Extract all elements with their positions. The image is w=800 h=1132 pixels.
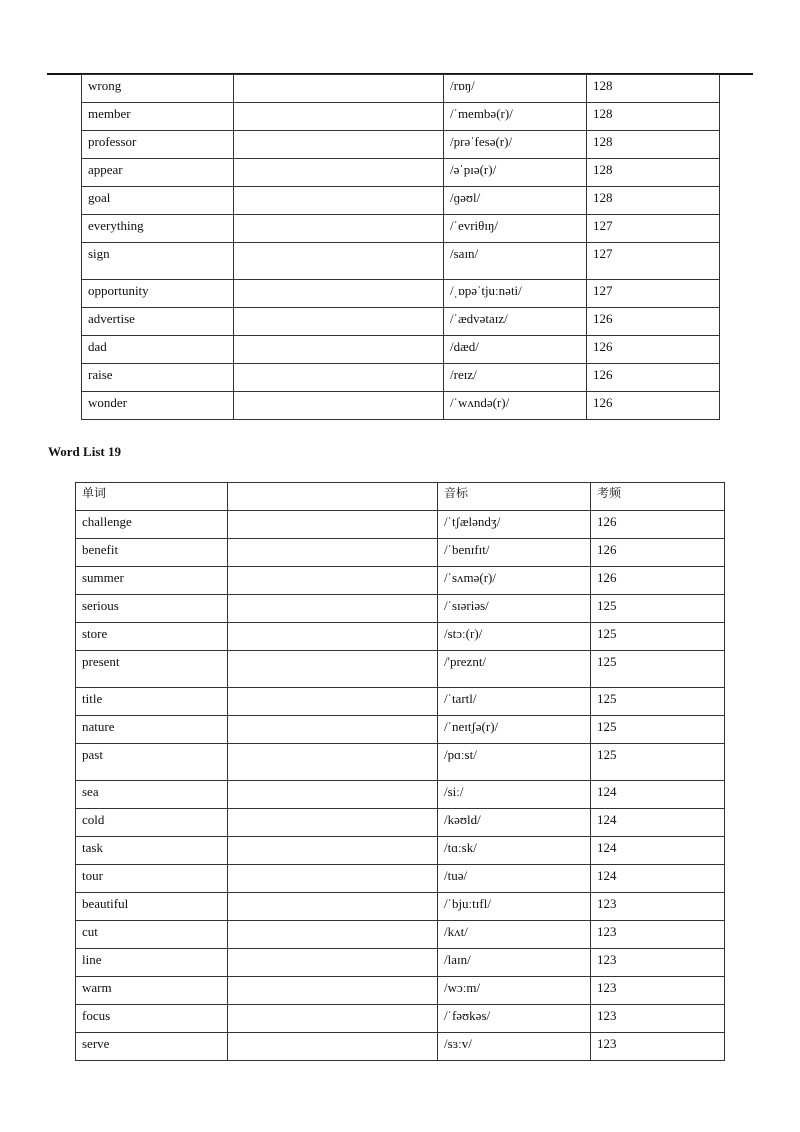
- meaning-cell: [228, 595, 438, 623]
- word-cell: serious: [76, 595, 228, 623]
- word-cell: beautiful: [76, 893, 228, 921]
- phonetic-cell: /ˈmembə(r)/: [444, 103, 587, 131]
- frequency-cell: 128: [587, 159, 720, 187]
- word-cell: cold: [76, 809, 228, 837]
- word-cell: warm: [76, 977, 228, 1005]
- word-cell: summer: [76, 567, 228, 595]
- frequency-cell: 124: [591, 837, 725, 865]
- table-row: [76, 539, 725, 567]
- phonetic-cell: /rɒŋ/: [444, 75, 587, 103]
- word-cell: benefit: [76, 539, 228, 567]
- table-row: [76, 893, 725, 921]
- word-cell: serve: [76, 1033, 228, 1061]
- meaning-cell: [228, 651, 438, 688]
- word-cell: raise: [82, 364, 234, 392]
- phonetic-cell: /ˈtartl/: [438, 688, 591, 716]
- frequency-cell: 126: [591, 539, 725, 567]
- table-row: [76, 511, 725, 539]
- word-list-19-body: [76, 483, 725, 1061]
- phonetic-cell: /ˌɒpəˈtjuːnəti/: [444, 280, 587, 308]
- frequency-cell: 125: [591, 744, 725, 781]
- meaning-cell: [228, 623, 438, 651]
- meaning-cell: [228, 567, 438, 595]
- phonetic-cell: /ˈtʃæləndʒ/: [438, 511, 591, 539]
- frequency-cell: 124: [591, 809, 725, 837]
- frequency-cell: 125: [591, 623, 725, 651]
- phonetic-cell: /ˈneɪtʃə(r)/: [438, 716, 591, 744]
- word-cell: sea: [76, 781, 228, 809]
- meaning-cell: [228, 1033, 438, 1061]
- word-list-19-title: Word List 19: [48, 444, 121, 459]
- phonetic-cell: /ˈwʌndə(r)/: [444, 392, 587, 420]
- word-cell: wonder: [82, 392, 234, 420]
- meaning-cell: [234, 215, 444, 243]
- word-cell: advertise: [82, 308, 234, 336]
- word-cell: sign: [82, 243, 234, 280]
- phonetic-cell: /əˈpɪə(r)/: [444, 159, 587, 187]
- frequency-cell: 124: [591, 781, 725, 809]
- phonetic-cell: /ˈbjuːtɪfl/: [438, 893, 591, 921]
- frequency-cell: 128: [587, 131, 720, 159]
- frequency-cell: 127: [587, 243, 720, 280]
- word-cell: past: [76, 744, 228, 781]
- frequency-cell: 125: [591, 651, 725, 688]
- frequency-cell: 128: [587, 103, 720, 131]
- meaning-cell: [228, 716, 438, 744]
- meaning-cell: [234, 308, 444, 336]
- phonetic-cell: /pɑːst/: [438, 744, 591, 781]
- word-cell: dad: [82, 336, 234, 364]
- table-row: [76, 977, 725, 1005]
- meaning-cell: [234, 187, 444, 215]
- phonetic-cell: /dæd/: [444, 336, 587, 364]
- table-row: [76, 781, 725, 809]
- word-list-18-body: [82, 75, 720, 420]
- phonetic-cell: /saɪn/: [444, 243, 587, 280]
- meaning-cell: [234, 243, 444, 280]
- table-row: [76, 651, 725, 688]
- meaning-cell: [228, 865, 438, 893]
- meaning-cell: [234, 75, 444, 103]
- meaning-cell: [228, 977, 438, 1005]
- frequency-cell: 128: [587, 75, 720, 103]
- phonetic-cell: /tuə/: [438, 865, 591, 893]
- frequency-cell: 128: [587, 187, 720, 215]
- phonetic-cell: /ˈevriθɪŋ/: [444, 215, 587, 243]
- word-cell: task: [76, 837, 228, 865]
- frequency-cell: 123: [591, 921, 725, 949]
- phonetic-cell: /prəˈfesə(r)/: [444, 131, 587, 159]
- phonetic-cell: /siː/: [438, 781, 591, 809]
- table-row: [76, 623, 725, 651]
- meaning-cell: [228, 921, 438, 949]
- phonetic-cell: /'preznt/: [438, 651, 591, 688]
- frequency-cell: 124: [591, 865, 725, 893]
- meaning-cell: [228, 893, 438, 921]
- meaning-cell: [234, 131, 444, 159]
- table-row: [82, 243, 720, 280]
- table-row: [82, 75, 720, 103]
- word-cell: appear: [82, 159, 234, 187]
- table-row: [82, 215, 720, 243]
- phonetic-cell: /ˈfəʊkəs/: [438, 1005, 591, 1033]
- meaning-cell: [234, 336, 444, 364]
- table-row: [82, 131, 720, 159]
- phonetic-cell: /kʌt/: [438, 921, 591, 949]
- table-row: [76, 949, 725, 977]
- table-row: [76, 1033, 725, 1061]
- frequency-cell: 123: [591, 949, 725, 977]
- frequency-cell: 123: [591, 1033, 725, 1061]
- table-row: [76, 809, 725, 837]
- word-cell: focus: [76, 1005, 228, 1033]
- table-row: [82, 392, 720, 420]
- frequency-cell: 125: [591, 688, 725, 716]
- table-row: [82, 308, 720, 336]
- word-cell: member: [82, 103, 234, 131]
- word-cell: opportunity: [82, 280, 234, 308]
- table-row: [82, 159, 720, 187]
- word-cell: title: [76, 688, 228, 716]
- meaning-cell: [234, 103, 444, 131]
- meaning-cell: [234, 159, 444, 187]
- phonetic-cell: /reɪz/: [444, 364, 587, 392]
- meaning-cell: [234, 280, 444, 308]
- phonetic-cell: /ˈbenɪfɪt/: [438, 539, 591, 567]
- word-cell: cut: [76, 921, 228, 949]
- table-row: [82, 280, 720, 308]
- word-cell: professor: [82, 131, 234, 159]
- phonetic-cell: /ɡəʊl/: [444, 187, 587, 215]
- table-row: [76, 595, 725, 623]
- meaning-cell: [228, 837, 438, 865]
- meaning-cell: [228, 539, 438, 567]
- phonetic-cell: /wɔːm/: [438, 977, 591, 1005]
- phonetic-cell: /tɑːsk/: [438, 837, 591, 865]
- frequency-cell: 127: [587, 215, 720, 243]
- frequency-cell: 123: [591, 893, 725, 921]
- frequency-cell: 126: [587, 364, 720, 392]
- word-cell: store: [76, 623, 228, 651]
- table-row: [82, 336, 720, 364]
- table-row: [76, 865, 725, 893]
- frequency-cell: 126: [591, 567, 725, 595]
- word-cell: present: [76, 651, 228, 688]
- frequency-cell: 126: [587, 336, 720, 364]
- phonetic-cell: /ˈædvətaɪz/: [444, 308, 587, 336]
- frequency-cell: 127: [587, 280, 720, 308]
- frequency-cell: 125: [591, 716, 725, 744]
- frequency-cell: 126: [587, 392, 720, 420]
- header-phonetic: 音标: [438, 483, 591, 511]
- header-frequency: 考频: [591, 483, 725, 511]
- frequency-cell: 126: [591, 511, 725, 539]
- frequency-cell: 125: [591, 595, 725, 623]
- word-list-18-table: [81, 74, 720, 420]
- phonetic-cell: /sɜːv/: [438, 1033, 591, 1061]
- phonetic-cell: /laɪn/: [438, 949, 591, 977]
- phonetic-cell: /ˈsɪəriəs/: [438, 595, 591, 623]
- meaning-cell: [228, 1005, 438, 1033]
- meaning-cell: [234, 364, 444, 392]
- table-row: [76, 688, 725, 716]
- word-cell: challenge: [76, 511, 228, 539]
- frequency-cell: 123: [591, 977, 725, 1005]
- frequency-cell: 123: [591, 1005, 725, 1033]
- word-cell: goal: [82, 187, 234, 215]
- meaning-cell: [234, 392, 444, 420]
- table-row: [76, 744, 725, 781]
- meaning-cell: [228, 688, 438, 716]
- word-cell: nature: [76, 716, 228, 744]
- header-meaning: [228, 483, 438, 511]
- frequency-cell: 126: [587, 308, 720, 336]
- phonetic-cell: /stɔː(r)/: [438, 623, 591, 651]
- table-row: [76, 837, 725, 865]
- meaning-cell: [228, 809, 438, 837]
- table-header-row: [76, 483, 725, 511]
- table-row: [82, 187, 720, 215]
- phonetic-cell: /kəʊld/: [438, 809, 591, 837]
- meaning-cell: [228, 744, 438, 781]
- word-cell: line: [76, 949, 228, 977]
- phonetic-cell: /ˈsʌmə(r)/: [438, 567, 591, 595]
- table-row: [76, 1005, 725, 1033]
- table-row: [76, 567, 725, 595]
- header-word: 单词: [76, 483, 228, 511]
- table-row: [82, 103, 720, 131]
- word-list-19-table: [75, 482, 725, 1061]
- meaning-cell: [228, 781, 438, 809]
- table-row: [76, 921, 725, 949]
- word-cell: wrong: [82, 75, 234, 103]
- table-row: [82, 364, 720, 392]
- meaning-cell: [228, 511, 438, 539]
- word-cell: everything: [82, 215, 234, 243]
- table-row: [76, 716, 725, 744]
- meaning-cell: [228, 949, 438, 977]
- word-cell: tour: [76, 865, 228, 893]
